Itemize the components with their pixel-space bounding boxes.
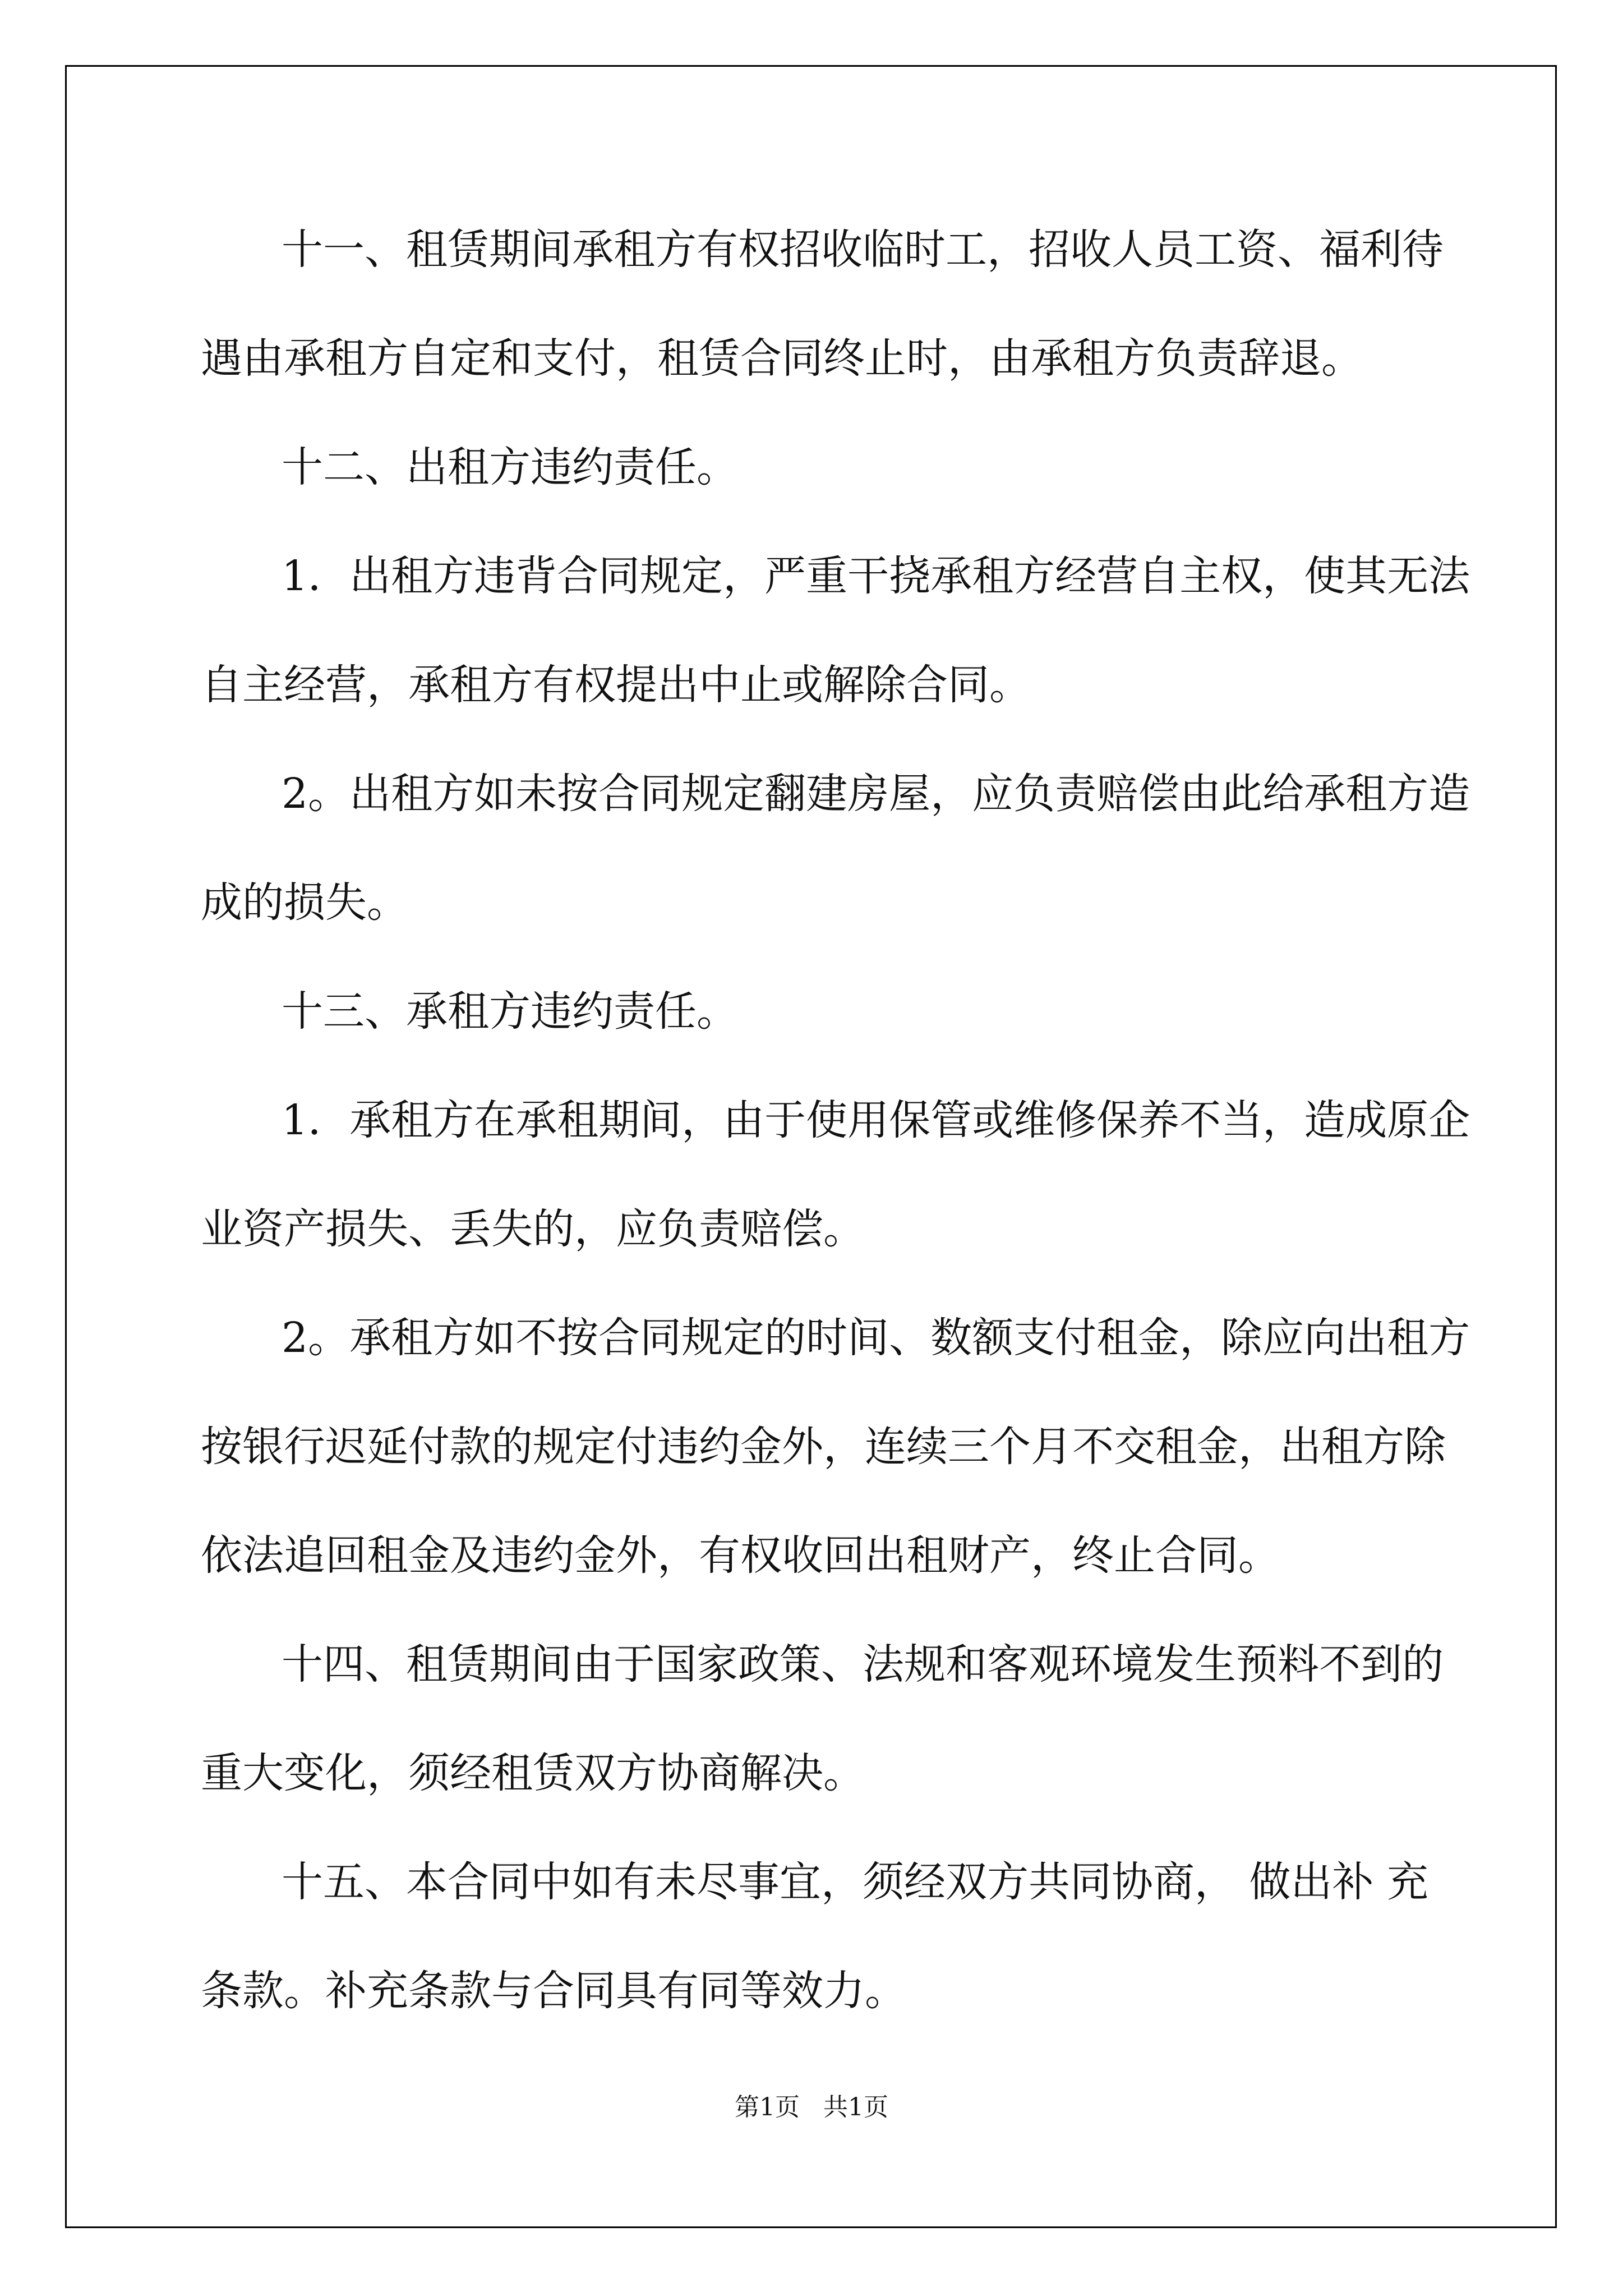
clause-12-2-line-2: 成的损失。	[201, 878, 408, 927]
clause-13-heading: 十三、承租方违约责任。	[282, 987, 738, 1036]
clause-12-heading: 十二、出租方违约责任。	[282, 443, 738, 491]
clause-11-line-2: 遇由承租方自定和支付，租赁合同终止时，由承租方负责辞退。	[201, 334, 1363, 383]
clause-14-line-1: 十四、租赁期间由于国家政策、法规和客观环境发生预料不到的	[282, 1640, 1444, 1688]
clause-12-1-line-2: 自主经营，承租方有权提出中止或解除合同。	[201, 661, 1031, 709]
clause-13-2-line-3: 依法追回租金及违约金外，有权收回出租财产，终止合同。	[201, 1531, 1280, 1580]
clause-11-line-1: 十一、租赁期间承租方有权招收临时工，招收人员工资、福利待	[282, 226, 1444, 274]
clause-14-line-2: 重大变化，须经租赁双方协商解决。	[201, 1749, 865, 1797]
clause-15-line-2: 条款。补充条款与合同具有同等效力。	[201, 1967, 906, 2015]
clause-13-2-line-2: 按银行迟延付款的规定付违约金外，连续三个月不交租金，出租方除	[201, 1423, 1446, 1471]
clause-15-line-1: 十五、本合同中如有未尽事宜，须经双方共同协商， 做出补 充	[282, 1858, 1429, 1906]
page-footer: 第1页 共1页	[735, 2093, 888, 2122]
clause-13-1-line-2: 业资产损失、丢失的，应负责赔偿。	[201, 1205, 865, 1253]
clause-12-2-line-1: 2。出租方如未按合同规定翻建房屋，应负责赔偿由此给承租方造	[282, 770, 1470, 818]
clause-12-1-line-1: 1．出租方违背合同规定，严重干挠承租方经营自主权，使其无法	[282, 552, 1470, 600]
clause-13-2-line-1: 2。承租方如不按合同规定的时间、数额支付租金，除应向出租方	[282, 1314, 1470, 1362]
clause-13-1-line-1: 1．承租方在承租期间，由于使用保管或维修保养不当，造成原企	[282, 1096, 1470, 1144]
